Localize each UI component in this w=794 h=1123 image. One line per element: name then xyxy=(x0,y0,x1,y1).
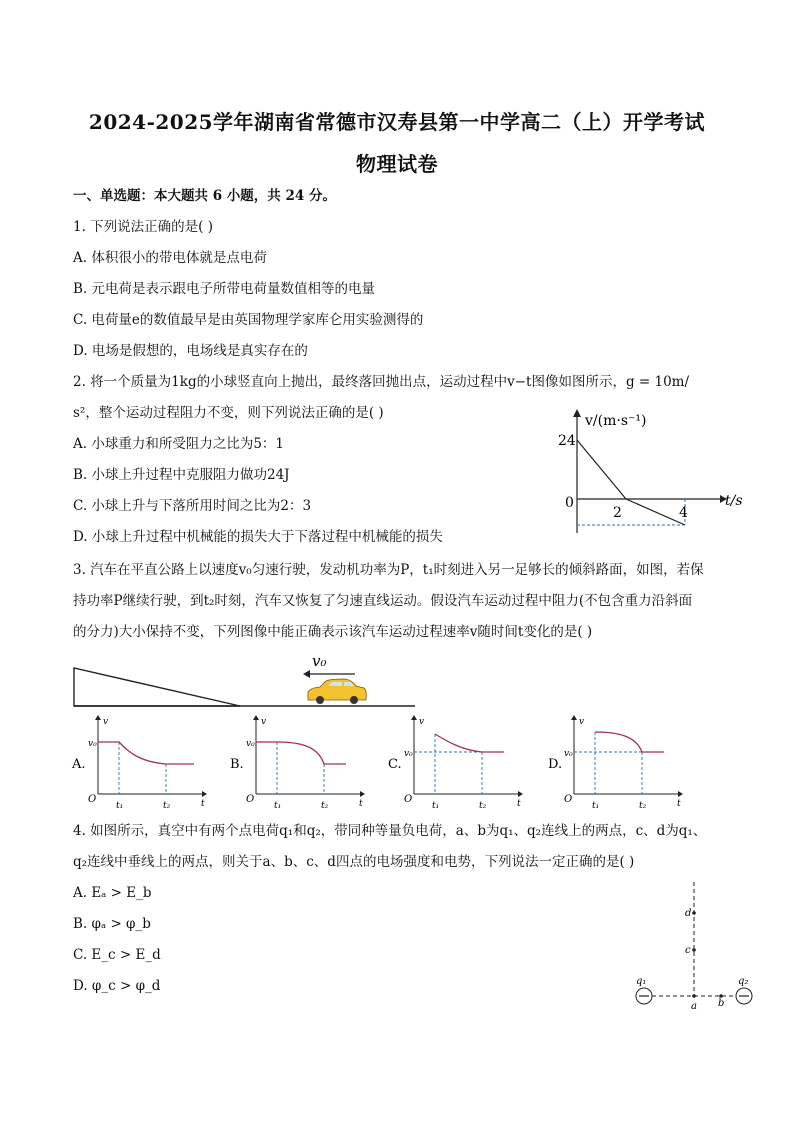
q3-graph-d-t1: t₁ xyxy=(592,801,600,811)
q2-x-label: t/s xyxy=(725,493,743,509)
q4-point-a xyxy=(692,994,696,998)
q2-y-tick-24: 24 xyxy=(558,433,576,449)
q3-option-graphs xyxy=(70,712,740,812)
q4-charge-q2 xyxy=(736,988,752,1004)
q1-option-a: A. 体积很小的带电体就是点电荷 xyxy=(73,250,267,266)
q3-graph-b-v: v xyxy=(261,717,267,727)
q3-graph-d-t2: t₂ xyxy=(639,801,647,811)
q2-stem-line2: s²，整个运动过程阻力不变，则下列说法正确的是( ) xyxy=(73,405,384,421)
q3-graph-d xyxy=(548,715,683,811)
q3-graph-d-o: O xyxy=(564,794,573,805)
q4-option-c: C. E_c > E_d xyxy=(73,947,161,963)
q2-option-b: B. 小球上升过程中克服阻力做功24J xyxy=(73,467,290,483)
q1-option-c: C. 电荷量e的数值最早是由英国物理学家库仑用实验测得的 xyxy=(73,312,424,328)
q4-option-a: A. Eₐ > E_b xyxy=(73,885,152,901)
q1-option-b: B. 元电荷是表示跟电子所带电荷量数值相等的电量 xyxy=(73,281,376,297)
q1-stem: 1. 下列说法正确的是( ) xyxy=(73,219,213,235)
q3-graph-d-t: t xyxy=(677,799,681,809)
section-header: 一、单选题：本大题共 6 小题，共 24 分。 xyxy=(73,188,336,204)
q3-graph-c-option: C. xyxy=(388,757,402,772)
q1-option-d: D. 电场是假想的，电场线是真实存在的 xyxy=(73,343,308,359)
q4-point-d xyxy=(692,911,696,915)
q4-stem-line2: q₂连线中垂线上的两点，则关于a、b、c、d四点的电场强度和电势，下列说法一定正确的是( ) xyxy=(73,854,635,870)
q4-label-b: b xyxy=(718,998,725,1009)
q3-graph-b-option: B. xyxy=(230,757,244,772)
q3-graph-a-t2: t₂ xyxy=(163,801,171,811)
q3-velocity-arrowhead xyxy=(303,670,310,678)
q3-graph-a-t: t xyxy=(201,799,205,809)
q3-graph-a-t1: t₁ xyxy=(116,801,124,811)
q2-origin-label: 0 xyxy=(565,495,574,511)
q2-stem-line1: 2. 将一个质量为1kg的小球竖直向上抛出，最终落回抛出点，运动过程中v−t图像如图所示，g = 10m/ xyxy=(73,374,690,390)
q4-label-d: d xyxy=(685,908,692,919)
q3-graph-c-t: t xyxy=(517,799,521,809)
q2-option-c: C. 小球上升与下落所用时间之比为2：3 xyxy=(73,498,312,514)
q3-graph-b-t1: t₁ xyxy=(274,801,282,811)
q4-point-c xyxy=(692,948,696,952)
q4-label-q1: q₁ xyxy=(636,976,647,987)
q2-vt-graph xyxy=(555,405,755,545)
q3-graph-d-option: D. xyxy=(548,757,563,772)
q3-graph-c-o: O xyxy=(404,794,413,805)
q3-graph-d-v: v xyxy=(579,717,585,727)
q3-graph-a-v0: v₀ xyxy=(88,739,97,749)
q2-rise-segment xyxy=(577,440,626,499)
q3-graph-d-v0: v₀ xyxy=(564,749,573,759)
q3-graph-b-v0: v₀ xyxy=(246,739,255,749)
q2-fall-segment xyxy=(626,499,685,525)
q3-graph-a-o: O xyxy=(88,794,97,805)
q2-option-a: A. 小球重力和所受阻力之比为5：1 xyxy=(73,436,285,452)
q3-stem-line3: 的分力)大小保持不变，下列图像中能正确表示该汽车运动过程速率v随时间t变化的是( ) xyxy=(73,624,593,640)
q3-stem-line1: 3. 汽车在平直公路上以速度v₀匀速行驶，发动机功率为P，t₁时刻进入另一足够长的倾斜路面，如图，若保 xyxy=(73,562,704,578)
q3-stem-line2: 持功率P继续行驶，到t₂时刻，汽车又恢复了匀速直线运动。假设汽车运动过程中阻力(不包含重力沿斜面 xyxy=(73,593,693,609)
q3-v0-label: v₀ xyxy=(312,652,327,670)
q4-stem-line1: 4. 如图所示，真空中有两个点电荷q₁和q₂，带同种等量负电荷，a、b为q₁、q₂连线上的两点，c、d为q₁、 xyxy=(73,823,707,839)
q3-graph-b-o: O xyxy=(246,794,255,805)
q2-y-label: v/(m·s⁻¹) xyxy=(585,413,647,429)
q3-graph-c-t2: t₂ xyxy=(479,801,487,811)
q3-graph-a-v: v xyxy=(103,717,109,727)
q2-y-arrow xyxy=(573,409,581,417)
q4-charges-figure xyxy=(630,878,760,1013)
car-icon xyxy=(308,679,366,704)
q3-graph-c-v: v xyxy=(419,717,425,727)
q2-x-tick-2: 2 xyxy=(613,505,622,521)
q3-graph-b xyxy=(230,715,365,811)
paper-subtitle: 物理试卷 xyxy=(356,152,438,176)
q3-graph-b-t: t xyxy=(359,799,363,809)
q2-option-d: D. 小球上升过程中机械能的损失大于下落过程中机械能的损失 xyxy=(73,529,443,545)
q4-label-c: c xyxy=(685,945,691,956)
q3-road-scene xyxy=(70,650,420,710)
q4-label-q2: q₂ xyxy=(738,976,749,987)
q3-graph-a-option: A. xyxy=(72,757,86,772)
q3-graph-b-t2: t₂ xyxy=(321,801,329,811)
q3-graph-c-v0: v₀ xyxy=(404,749,413,759)
q4-option-d: D. φ_c > φ_d xyxy=(73,978,161,994)
q3-slope xyxy=(74,668,240,706)
q4-label-a: a xyxy=(691,1001,697,1012)
q3-graph-c xyxy=(388,715,523,811)
paper-title: 2024-2025学年湖南省常德市汉寿县第一中学高二（上）开学考试 xyxy=(88,110,706,134)
q3-graph-a xyxy=(71,715,207,811)
q4-charge-q1 xyxy=(636,988,652,1004)
q3-graph-c-t1: t₁ xyxy=(432,801,440,811)
q4-option-b: B. φₐ > φ_b xyxy=(73,916,151,932)
q2-x-tick-4: 4 xyxy=(679,505,688,521)
